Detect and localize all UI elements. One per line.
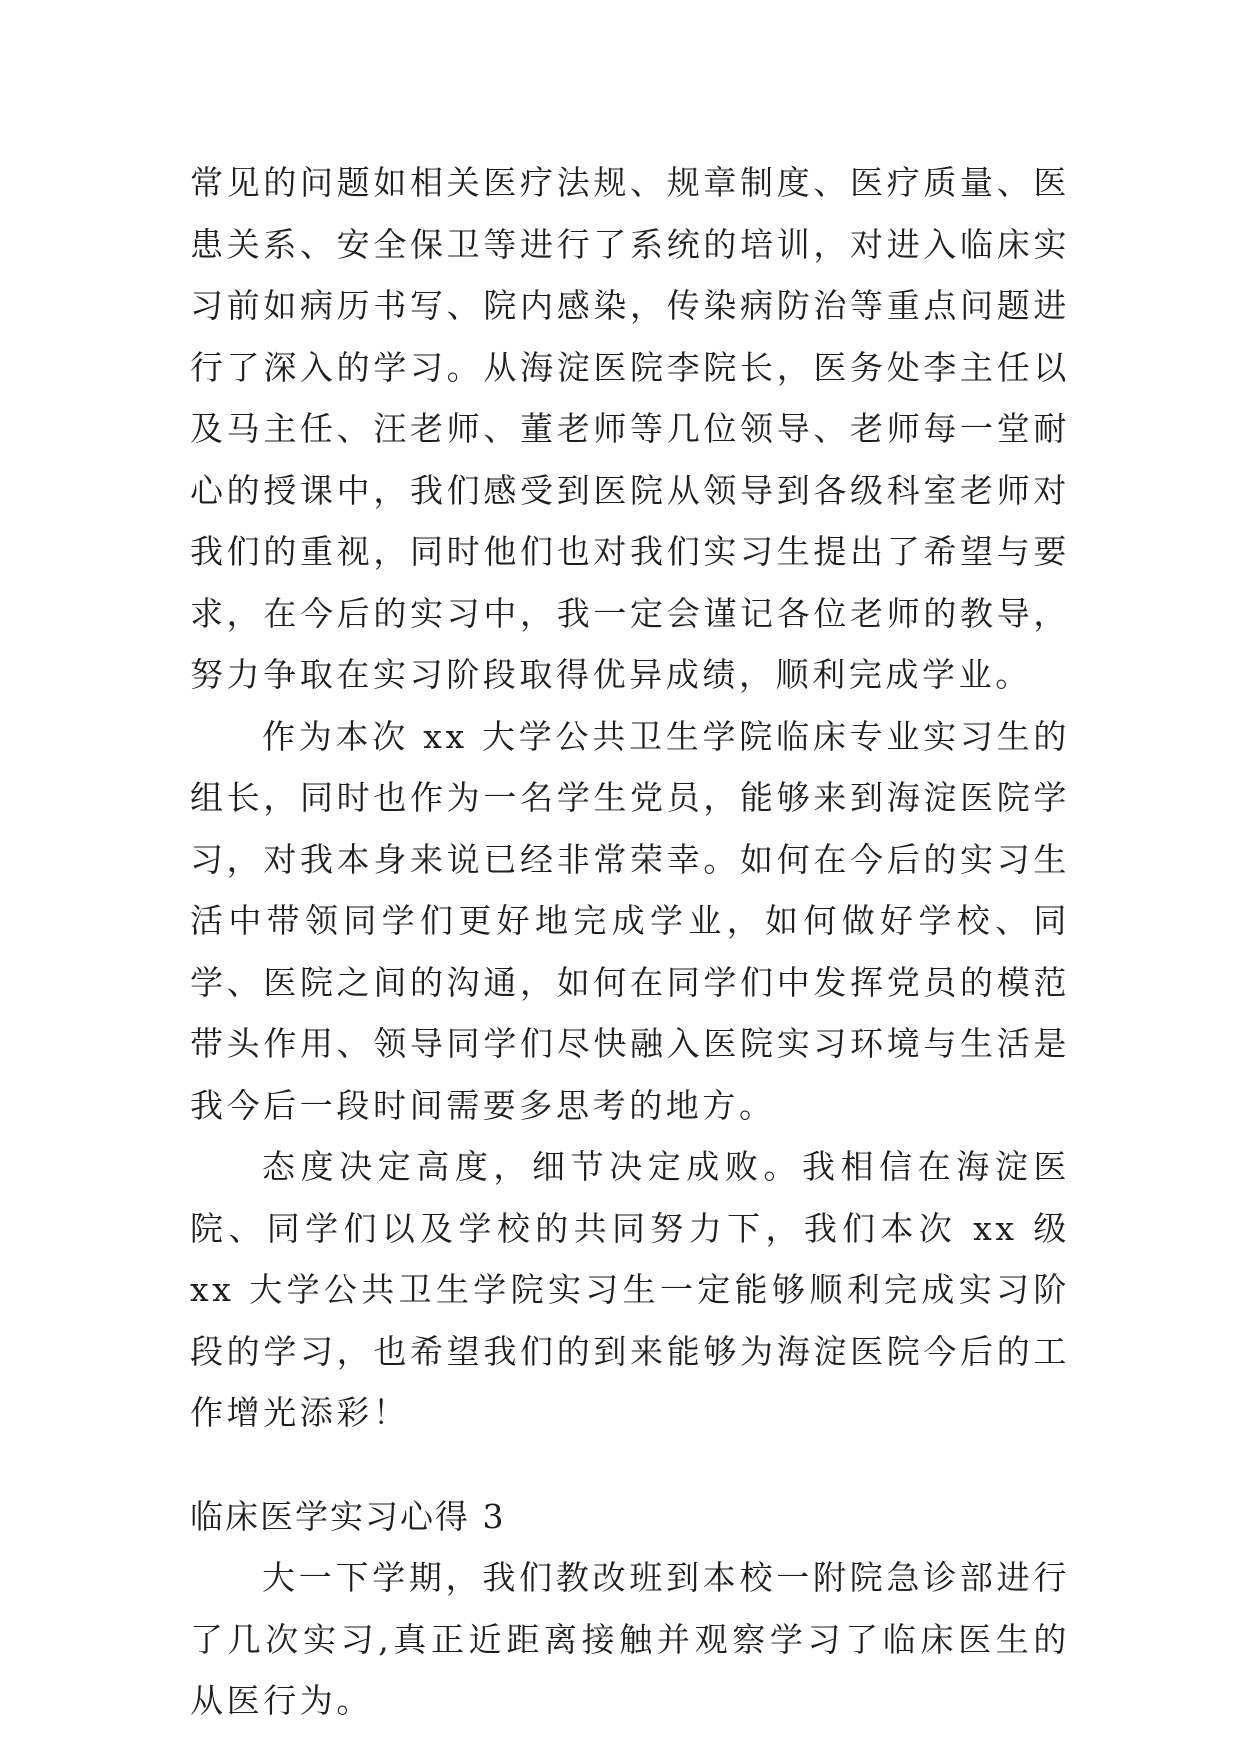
document-body [190,152,1070,1732]
paragraph-group-leader: 作为本次 xx 大学公共卫生学院临床专业实习生的组长，同时也作为一名学生党员，能够来到海淀医院学习，对我本身来说已经非常荣幸。如何在今后的实习生活中带领同学们更好地完成学业，如何做好学校、同学、医院之间的沟通，如何在同学们中发挥党员的模范带头作用、领导同学们尽快融入医院实习环境与生活是我今后一段时间需要多思考的地方。 [190,716,1070,1125]
paragraph-continued: 常见的问题如相关医疗法规、规章制度、医疗质量、医患关系、安全保卫等进行了系统的培训，对进入临床实习前如病历书写、院内感染，传染病防治等重点问题进行了深入的学习。从海淀医院李院长，医务处李主任以及马主任、汪老师、董老师等几位领导、老师每一堂耐心的授课中，我们感受到医院从领导到各级科室老师对我们的重视，同时他们也对我们实习生提出了希望与要求，在今后的实习中，我一定会谨记各位老师的教导，努力争取在实习阶段取得优异成绩，顺利完成学业。 [190,163,1070,694]
section-heading: 临床医学实习心得 3 [190,1496,506,1536]
paragraph-freshman-internship: 大一下学期，我们教改班到本校一附院急诊部进行了几次实习,真正近距离接触并观察学习了临床医生的从医行为。 [190,1558,1070,1720]
paragraph-attitude: 态度决定高度，细节决定成败。我相信在海淀医院、同学们以及学校的共同努力下，我们本次 xx 级 xx 大学公共卫生学院实习生一定能够顺利完成实习阶段的学习，也希望我们的到来能够为海淀医院今后的工作增光添彩！ [190,1147,1070,1432]
